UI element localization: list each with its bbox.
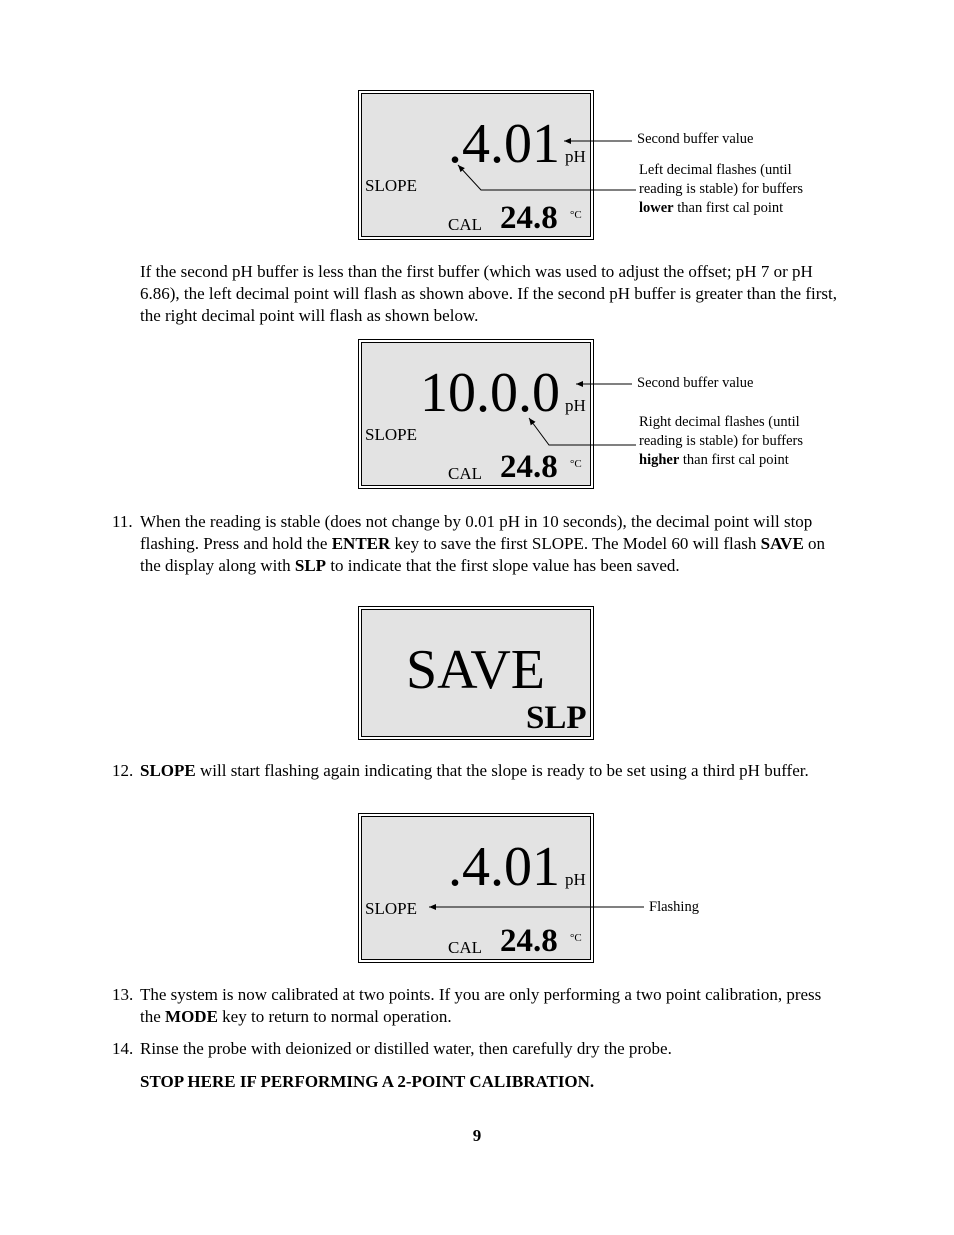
step-text: to indicate that the first slope value has been saved. — [326, 556, 680, 575]
step-number: 13. — [112, 985, 134, 1004]
callout-text: than first cal point — [673, 200, 784, 216]
temperature-reading: 24.8 — [500, 200, 558, 236]
arrow-right-decimal — [529, 418, 636, 445]
callout-line: Left decimal flashes (until — [639, 162, 792, 178]
ph-unit: pH — [565, 147, 586, 166]
ph-reading: 10.0.0 — [420, 362, 560, 424]
ph-reading: .4.01 — [448, 113, 560, 175]
ph-reading: .4.01 — [448, 836, 560, 898]
callout-second-buffer-value: Second buffer value — [637, 131, 754, 147]
slope-label: SLOPE — [365, 899, 417, 918]
callout-emphasis: lower — [639, 200, 674, 216]
cal-label: CAL — [448, 464, 482, 483]
step-text: on the display along with — [140, 534, 826, 575]
step-text: key to return to normal operation. — [217, 1007, 452, 1026]
slp-label: SLP — [294, 556, 327, 575]
save-label: SAVE — [760, 534, 804, 553]
callout-line: reading is stable) for buffers — [639, 433, 804, 449]
arrow-left-decimal — [458, 165, 636, 190]
temperature-reading: 24.8 — [500, 449, 558, 485]
save-display-text: SAVE — [406, 639, 546, 701]
stop-notice: STOP HERE IF PERFORMING A 2-POINT CALIBRATION. — [140, 1072, 595, 1091]
cal-label: CAL — [448, 938, 482, 957]
callout-text: than first cal point — [679, 452, 789, 468]
mode-key-label: MODE — [165, 1007, 218, 1026]
cal-label: CAL — [448, 215, 482, 234]
callout-line: Right decimal flashes (until — [639, 414, 800, 430]
ph-unit: pH — [565, 396, 586, 415]
callout-second-buffer-value: Second buffer value — [637, 375, 754, 391]
step-text: key to save the first SLOPE. The Model 60 will flash — [390, 534, 761, 553]
temperature-reading: 24.8 — [500, 923, 558, 959]
page-number: 9 — [472, 1126, 482, 1145]
celsius-unit: °C — [570, 932, 582, 944]
celsius-unit: °C — [570, 209, 582, 221]
step-14-text: Rinse the probe with deionized or distilled water, then carefully dry the probe. — [140, 1039, 672, 1058]
callout-line: reading is stable) for buffers — [639, 181, 804, 197]
step-text: The system is now calibrated at two points. If you are only performing a two point calibration, press the — [140, 985, 822, 1026]
step-text: When the reading is stable (does not change by 0.01 pH in 10 seconds), the decimal point will stop flashing. Press and hold the — [140, 512, 813, 553]
ph-unit: pH — [565, 870, 586, 889]
enter-key-label: ENTER — [331, 534, 391, 553]
celsius-unit: °C — [570, 458, 582, 470]
slope-label: SLOPE — [365, 176, 417, 195]
slope-label: SLOPE — [365, 425, 417, 444]
step-number: 14. — [112, 1039, 134, 1058]
paragraph-buffer-comparison: If the second pH buffer is less than the first buffer (which was used to adjust the offset; pH 7 or pH 6.86), the left decimal point will flash as shown above. If the second pH buffer is greater than the first, the right decimal point will flash as shown below. — [140, 262, 837, 325]
slp-display-text: SLP — [526, 700, 587, 736]
step-number: 11. — [112, 512, 133, 531]
callout-flashing: Flashing — [649, 899, 699, 915]
step-text: will start flashing again indicating that the slope is ready to be set using a third pH buffer. — [195, 761, 809, 780]
slope-label: SLOPE — [140, 761, 196, 780]
step-number: 12. — [112, 761, 134, 780]
callout-emphasis: higher — [639, 452, 680, 468]
